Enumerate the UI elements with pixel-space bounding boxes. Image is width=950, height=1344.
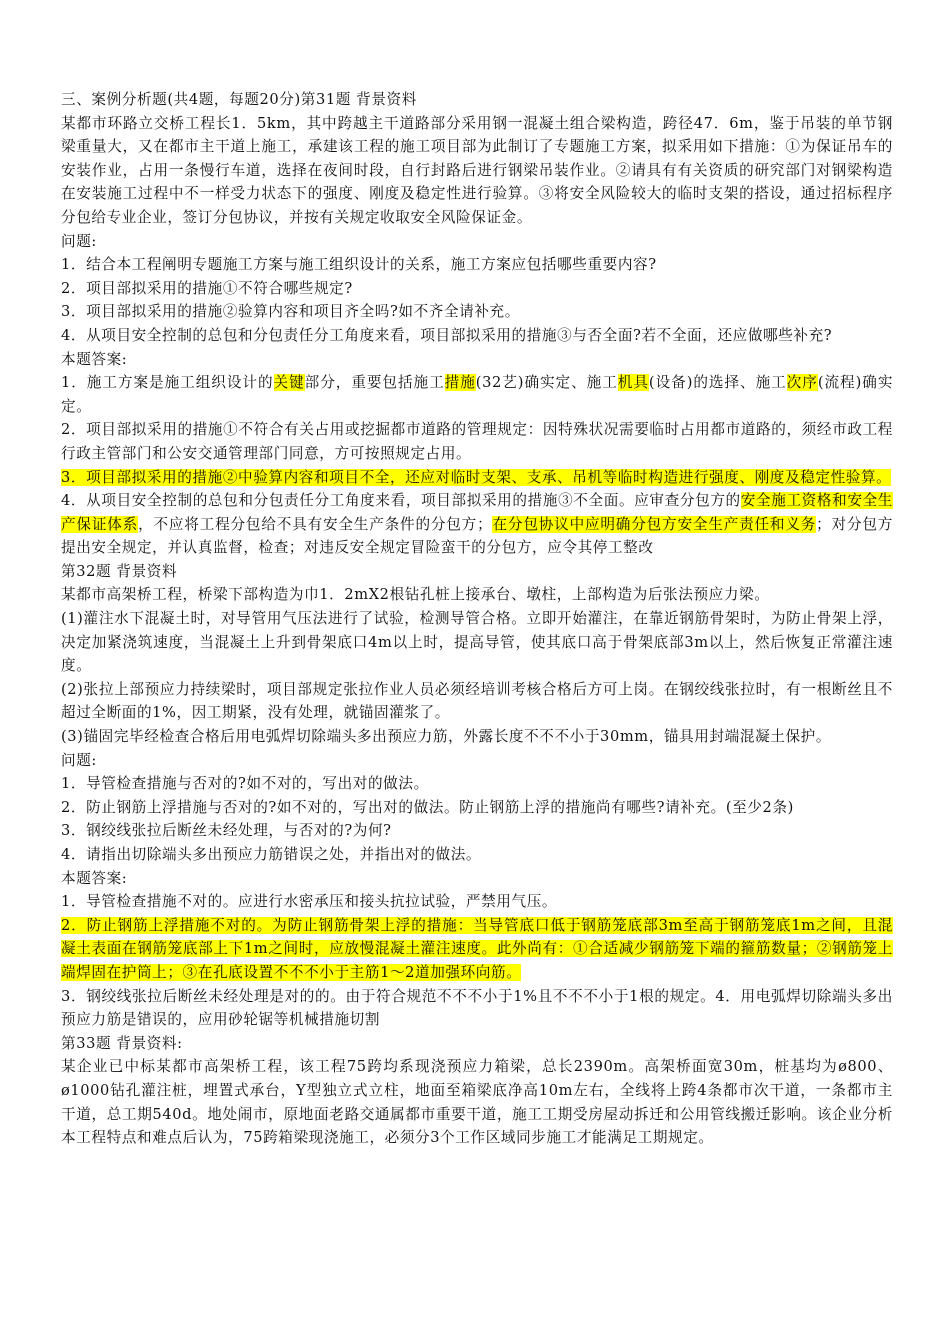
highlighted-text: 3．项目部拟采用的措施②中验算内容和项目不全，还应对临时支架、支承、吊机等临时构造进行强度、刚度及稳定性验算。: [61, 468, 892, 486]
highlighted-text: 2．防止钢筋上浮措施不对的。为防止钢筋骨架上浮的措施：当导管底口低于钢筋笼底部3m至高于钢筋笼底1m之间，且混凝土表面在钢筋笼底部上下1m之间时，应放慢混凝土灌注速度。此外尚有：①合适减少钢筋笼下端的箍筋数量；②钢筋笼上端焊固在护筒上；③在孔底设置不不不小于主筋1～2道加强环向筋。: [61, 916, 893, 981]
q31-answer-label: 本题答案:: [61, 350, 128, 368]
answer-text: (设备)的选择、施工: [648, 374, 787, 392]
answer-text: ，不应将工程分包给不具有安全生产条件的分包方；: [138, 515, 493, 533]
q31-question-3: 3．项目部拟采用的措施②验算内容和项目齐全吗?如不齐全请补充。: [61, 303, 520, 321]
highlighted-text: 措施: [444, 374, 476, 392]
q32-answer-3: 3．钢绞线张拉后断丝未经处理是对的的。由于符合规范不不不小于1%且不不不小于1根的规定。4．用电弧焊切除端头多出预应力筋是错误的，应用砂轮锯等机械措施切割: [61, 987, 893, 1029]
q32-question-4: 4．请指出切除端头多出预应力筋错误之处，并指出对的做法。: [61, 846, 482, 863]
q33-heading: 第33题 背景资料:: [61, 1034, 183, 1052]
answer-text: ；对分包方提出安全规定，并认真监督，检查；对违反安全规定冒险蛮干的分包方，应令其停工整改: [61, 515, 893, 557]
answer-text: (32艺)确实定、施工: [475, 374, 618, 392]
answer-text: 1．施工方案是施工组织设计的: [61, 374, 274, 392]
q31-answer-3: [61, 466, 893, 490]
highlighted-text: 在分包协议中应明确分包方安全生产责任和义务: [492, 515, 817, 533]
q31-background: 某都市环路立交桥工程长1．5km，其中跨越主干道路部分采用钢一混凝土组合梁构造，跨径47．6m，鉴于吊装的单节钢梁重量大，又在都市主干道上施工，承建该工程的施工项目部为此制订了专题施工方案，拟采用如下措施：①为保证吊车的安装作业，占用一条慢行车道，选择在夜间时段，自行封路后进行钢梁吊装作业。②请具有有关资质的研究部门对钢梁构造在安装施工过程中不一样受力状态下的强度、刚度及稳定性进行验算。③将安全风险较大的临时支架的搭设，通过招标程序分包给专业企业，签订分包协议，并按有关规定收取安全风险保证金。: [61, 114, 893, 226]
q31-heading: 三、案例分析题(共4题，每题20分)第31题 背景资料: [61, 91, 417, 108]
q32-heading: 第32题 背景资料: [61, 562, 178, 580]
q31-answer-2: 2．项目部拟采用的措施①不符合有关占用或挖掘都市道路的管理规定：因特殊状况需要临时占用都市道路的，须经市政工程行政主管部门和公安交通管理部门同意，方可按照规定占用。: [61, 421, 893, 462]
q33-background: 某企业已中标某都市高架桥工程，该工程75跨均系现浇预应力箱梁，总长2390m。高架桥面宽30m，桩基均为ø800、ø1000钻孔灌注桩，埋置式承台，Y型独立式立柱，地面至箱梁底净高10m左右，全线将上跨4条都市次干道，一条都市主干道，总工期540d。地处闹市，原地面老路交通属都市重要干道，施工工期受房屋动拆迁和公用管线搬迁影响。该企业分析本工程特点和难点后认为，75跨箱梁现浇施工，必须分3个工作区域同步施工才能满足工期规定。: [61, 1058, 893, 1147]
q32-background: 某都市高架桥工程，桥梁下部构造为巾1．2mX2根钻孔桩上接承台、墩柱，上部构造为后张法预应力梁。: [61, 586, 770, 604]
q32-item-2: (2)张拉上部预应力持续梁时，项目部规定张拉作业人员必须经培训考核合格后方可上岗。在钢绞线张拉时，有一根断丝且不超过全断面的1%，因工期紧，没有处理，就锚固灌浆了。: [61, 680, 893, 722]
highlighted-text: 安全施工资格和安全生产保证体系: [61, 492, 893, 533]
q31-question-1: 1．结合本工程阐明专题施工方案与施工组织设计的关系，施工方案应包括哪些重要内容?: [61, 256, 657, 274]
q31-answer-1: [61, 371, 893, 418]
q31-answer-4: [61, 489, 893, 560]
document-page: [61, 88, 893, 1150]
answer-text: (流程)确实定。: [61, 374, 894, 415]
q32-answer-1: 1．导管检查措施不对的。应进行水密承压和接头抗拉试验，严禁用气压。: [61, 893, 558, 911]
q31-question-2: 2．项目部拟采用的措施①不符合哪些规定?: [61, 279, 353, 297]
q32-item-3: (3)锚固完毕经检查合格后用电弧焊切除端头多出预应力筋，外露长度不不不小于30mm，锚具用封端混凝土保护。: [61, 728, 832, 746]
q31-questions-label: 问题:: [61, 232, 97, 250]
q32-answer-2: [61, 914, 893, 985]
q32-question-1: 1．导管检查措施与否对的?如不对的，写出对的做法。: [61, 775, 429, 793]
q32-questions-label: 问题:: [61, 751, 97, 769]
q32-item-1: (1)灌注水下混凝土时，对导管用气压法进行了试验，检测导管合格。立即开始灌注，在靠近钢筋骨架时，为防止骨架上浮，决定加紧浇筑速度，当混凝土上升到骨架底口4m以上时，提高导管，使其底口高于骨架底部3m以上，然后恢复正常灌注速度。: [61, 610, 893, 675]
answer-text: 4．从项目安全控制的总包和分包责任分工角度来看，项目部拟采用的措施③不全面。应审查分包方的: [61, 492, 741, 510]
q32-question-3: 3．钢绞线张拉后断丝未经处理，与否对的?为何?: [61, 822, 392, 840]
highlighted-text: 机具: [617, 374, 649, 392]
q32-question-2: 2．防止钢筋上浮措施与否对的?如不对的，写出对的做法。防止钢筋上浮的措施尚有哪些?请补充。(至少2条): [61, 798, 794, 816]
answer-text: 部分，重要包括施工: [304, 374, 445, 392]
q32-answer-label: 本题答案:: [61, 869, 128, 887]
q31-question-4: 4．从项目安全控制的总包和分包责任分工角度来看，项目部拟采用的措施③与否全面?若不全面，还应做哪些补充?: [61, 326, 833, 344]
highlighted-text: 次序: [786, 374, 818, 392]
highlighted-text: 关键: [273, 374, 305, 392]
